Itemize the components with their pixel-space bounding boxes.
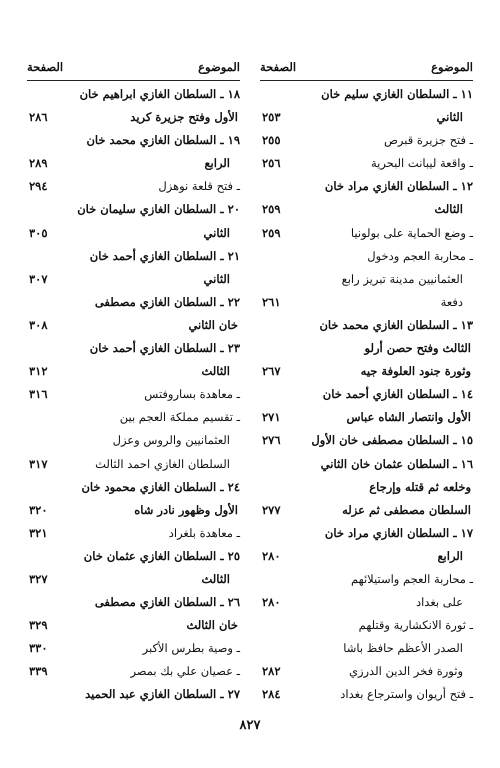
entry-page: ٢٨٩	[29, 156, 48, 171]
toc-entry	[260, 337, 473, 360]
entry-title: ١٤ ـ السلطان الغازي أحمد خان	[322, 387, 473, 402]
toc-entry	[260, 360, 473, 383]
entry-title: ١٦ ـ السلطان عثمان خان الثاني	[320, 456, 473, 471]
entry-page: ٣١٧	[29, 456, 48, 471]
toc-entry	[27, 83, 240, 106]
toc-entry	[27, 222, 240, 245]
entry-page: ٢٦٧	[262, 364, 281, 379]
toc-entry	[260, 660, 473, 683]
entry-title: ١١ ـ السلطان الغازي سليم خان	[321, 87, 473, 101]
entry-page: ٣١٦	[29, 387, 48, 402]
toc-entry	[260, 545, 473, 568]
entry-page: ٣٢١	[29, 525, 48, 540]
topic-header: الموضوع	[198, 60, 240, 74]
toc-entry	[260, 83, 473, 106]
toc-entry	[260, 222, 473, 245]
toc-entry	[27, 614, 240, 637]
entry-title: ـ وضع الحماية على بولونيا	[350, 225, 473, 240]
entry-page: ٣٢٠	[29, 502, 48, 517]
toc-entry	[27, 476, 240, 499]
entry-title: ٢١ ـ السلطان الغازي أحمد خان	[89, 248, 240, 263]
entry-title: دفعة	[440, 294, 463, 309]
entry-page: ٢٨٠	[262, 548, 281, 563]
toc-entry	[260, 291, 473, 314]
entry-title: على بغداد	[415, 595, 463, 610]
entry-page: ٣٣٠	[29, 641, 48, 656]
entry-title: ٢٠ ـ السلطان الغازي سليمان خان	[77, 202, 240, 217]
entry-title: السلطان مصطفى ثم عزله	[342, 502, 471, 517]
entry-title: ٢٥ ـ السلطان الغازي عثمان خان	[83, 548, 240, 563]
entry-title: ـ معاهدة بلغراد	[168, 525, 240, 540]
entry-title: ـ معاهدة بساروفتس	[144, 387, 240, 402]
page-header: الصفحة	[27, 60, 64, 74]
entry-page: ٢٧١	[262, 410, 281, 425]
toc-entry	[27, 660, 240, 683]
toc-column-right	[260, 58, 473, 707]
toc-entry	[27, 683, 240, 706]
entry-title: ـ محاربة العجم واستيلائهم	[350, 571, 473, 586]
entry-page: ٣٠٨	[29, 317, 48, 332]
entry-page: ٢٧٦	[262, 433, 281, 448]
entry-page: ٢٥٦	[262, 156, 281, 171]
entry-title: العثمانيين مدينة تبريز رابع	[341, 271, 463, 286]
entry-title: ـ واقعة ليبانت البحرية	[370, 156, 473, 171]
toc-entry	[27, 268, 240, 291]
toc-entry	[260, 198, 473, 221]
entry-title: الثالث	[201, 571, 230, 586]
entry-title: ٢٤ ـ السلطان الغازي محمود خان	[81, 479, 240, 494]
entry-title: ٢٧ ـ السلطان الغازي عبد الحميد	[85, 687, 240, 702]
toc-entry	[260, 637, 473, 660]
entry-title: السلطان الغازي احمد الثالث	[95, 456, 230, 471]
toc-entry	[27, 406, 240, 429]
column-header	[27, 58, 240, 81]
entry-title: ـ فتح أريوان واسترجاع بغداد	[340, 687, 473, 702]
toc-entry	[27, 453, 240, 476]
toc-entry	[260, 476, 473, 499]
entry-title: الثالث وفتح حصن أرلو	[364, 341, 471, 356]
entry-title: وثورة جنود العلوفة جيه	[360, 364, 471, 379]
toc-entry	[260, 129, 473, 152]
toc-entry	[260, 175, 473, 198]
entry-page: ٢٨٦	[29, 110, 48, 125]
toc-entry	[27, 337, 240, 360]
toc-entry	[260, 429, 473, 452]
entry-title: الثاني	[203, 225, 230, 240]
entry-title: الأول وظهور نادر شاه	[134, 502, 238, 517]
toc-entry	[27, 291, 240, 314]
entry-page: ٢٧٧	[262, 502, 281, 517]
entry-title: الثالث	[434, 202, 463, 217]
entry-title: ـ محاربة العجم ودخول	[367, 248, 473, 263]
entry-page: ٢٩٤	[29, 179, 48, 194]
entry-title: الأول وانتصار الشاه عباس	[346, 410, 471, 425]
toc-entry	[260, 406, 473, 429]
toc-entry	[260, 245, 473, 268]
toc-entry	[260, 522, 473, 545]
entry-title: خان الثالث	[186, 618, 238, 633]
entry-title: ١٧ ـ السلطان الغازي مراد خان	[324, 525, 473, 540]
entry-page: ٢٥٩	[262, 225, 281, 240]
entry-title: ١٥ ـ السلطان مصطفى خان الأول	[311, 433, 473, 448]
entry-title: ١٣ ـ السلطان الغازي محمد خان	[319, 317, 473, 332]
entry-title: الثاني	[436, 110, 463, 125]
toc-entry	[27, 522, 240, 545]
entry-title: ـ فتح قلعة نوهزل	[158, 179, 240, 194]
entry-page: ٢٨٢	[262, 664, 281, 679]
toc-entry	[260, 152, 473, 175]
column-header	[260, 58, 473, 81]
toc-entry	[27, 591, 240, 614]
entry-page: ٣٣٩	[29, 664, 48, 679]
topic-header: الموضوع	[431, 60, 473, 74]
toc-entry	[260, 453, 473, 476]
toc-entry	[260, 499, 473, 522]
entry-title: وخلعه ثم قتله وإرجاع	[369, 479, 471, 494]
entry-title: ـ وصية بطرس الأكبر	[142, 641, 240, 656]
entry-title: العثمانيين والروس وعزل	[112, 433, 230, 448]
entry-title: الثاني	[203, 271, 230, 286]
toc-entry	[260, 383, 473, 406]
toc-entry	[260, 614, 473, 637]
toc-entry	[27, 175, 240, 198]
entry-page: ٢٨٤	[262, 687, 281, 702]
entry-page: ٢٥٩	[262, 202, 281, 217]
entry-title: الثالث	[201, 364, 230, 379]
entry-title: الرابع	[437, 548, 463, 563]
toc-entry	[27, 568, 240, 591]
toc-entry	[27, 637, 240, 660]
toc-entry	[27, 429, 240, 452]
entry-page: ٢٦١	[262, 294, 281, 309]
toc-rows	[27, 81, 240, 707]
toc-entry	[27, 245, 240, 268]
toc-column-left	[27, 58, 240, 707]
toc-entry	[27, 545, 240, 568]
entry-title: ١٨ ـ السلطان الغازي ابراهيم خان	[79, 87, 240, 101]
entry-title: ٢٣ ـ السلطان الغازي أحمد خان	[89, 341, 240, 356]
entry-title: ١٩ ـ السلطان الغازي محمد خان	[86, 133, 240, 148]
toc-entry	[27, 129, 240, 152]
entry-page: ٣٢٩	[29, 618, 48, 633]
entry-title: خان الثاني	[188, 317, 238, 332]
entry-title: ـ تقسيم مملكة العجم بين	[119, 410, 240, 425]
entry-page: ٢٥٣	[262, 110, 281, 125]
entry-page: ٣٠٥	[29, 225, 48, 240]
toc-entry	[260, 683, 473, 706]
entry-page: ٣٠٧	[29, 271, 48, 286]
toc-entry	[27, 314, 240, 337]
toc-entry	[260, 106, 473, 129]
toc-rows	[260, 81, 473, 707]
page-number: ٨٢٧	[239, 718, 261, 733]
entry-title: الرابع	[204, 156, 230, 171]
entry-page: ٣٢٧	[29, 571, 48, 586]
toc-entry	[260, 591, 473, 614]
toc-entry	[260, 568, 473, 591]
entry-page: ٢٥٥	[262, 133, 281, 148]
toc-entry	[27, 106, 240, 129]
toc-entry	[27, 383, 240, 406]
entry-title: ١٢ ـ السلطان الغازي مراد خان	[324, 179, 473, 194]
page-header: الصفحة	[260, 60, 297, 74]
entry-page: ٢٨٠	[262, 595, 281, 610]
entry-title: وثورة فخر الدين الدرزي	[348, 664, 463, 679]
entry-page: ٣١٢	[29, 364, 48, 379]
entry-title: الأول وفتح جزيرة كريد	[130, 110, 238, 125]
entry-title: ـ فتح جزيرة قبرص	[384, 133, 473, 148]
entry-title: ٢٦ ـ السلطان الغازي مصطفى	[94, 595, 240, 610]
entry-title: ـ ثورة الانكشارية وقتلهم	[358, 618, 473, 633]
entry-title: الصدر الأعظم حافظ باشا	[343, 641, 463, 656]
toc-entry	[27, 198, 240, 221]
toc-entry	[260, 268, 473, 291]
toc-entry	[260, 314, 473, 337]
toc-entry	[27, 152, 240, 175]
toc-entry	[27, 499, 240, 522]
entry-title: ٢٢ ـ السلطان الغازي مصطفى	[94, 294, 240, 309]
entry-title: ـ عصيان علي بك بمصر	[130, 664, 240, 679]
toc-entry	[27, 360, 240, 383]
